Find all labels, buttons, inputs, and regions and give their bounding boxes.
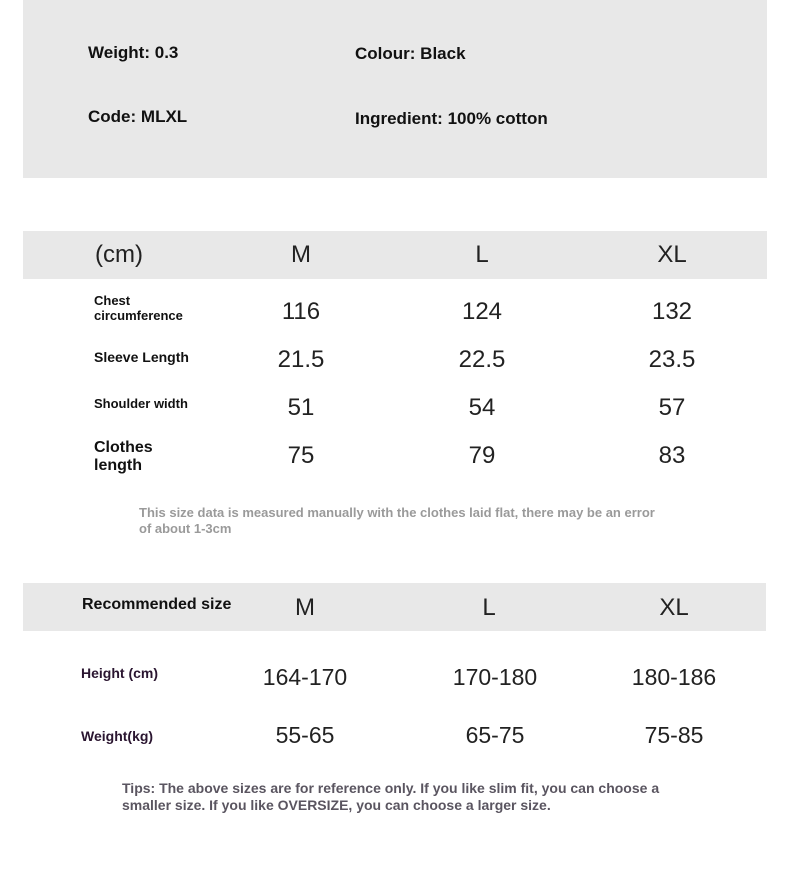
size-header-xl: XL xyxy=(657,241,687,268)
ingredient-info xyxy=(355,109,548,129)
weight-label: Weight: xyxy=(88,43,151,62)
code-info xyxy=(88,107,187,127)
unit-header: (cm) xyxy=(95,241,143,268)
colour-value: Black xyxy=(420,44,466,63)
measurement-note: This size data is measured manually with the clothes laid flat, there may be an error of about 1-3cm xyxy=(139,505,655,536)
table-cell: 164-170 xyxy=(262,664,348,690)
colour-info xyxy=(355,44,466,64)
ingredient-label: Ingredient: xyxy=(355,109,443,128)
table-cell: 124 xyxy=(461,298,503,325)
ingredient-value: 100% cotton xyxy=(447,109,548,128)
colour-label: Colour: xyxy=(355,44,416,63)
table-cell: 21.5 xyxy=(277,346,325,373)
shoulder-width-label: Shoulder width xyxy=(94,396,188,411)
table-cell: 23.5 xyxy=(648,346,696,373)
code-value: MLXL xyxy=(140,107,188,126)
size-tips: Tips: The above sizes are for reference only. If you like slim fit, you can choose a smaller size. If you like OVERSIZE, you can choose a larger size. xyxy=(122,780,660,813)
table-cell: 51 xyxy=(287,394,315,421)
recommend-header-l: L xyxy=(482,594,496,621)
table-cell: 65-75 xyxy=(465,722,525,748)
weight-kg-label: Weight(kg) xyxy=(81,728,154,744)
clothes-length-label: Clothes length xyxy=(94,439,153,475)
table-cell: 57 xyxy=(658,394,686,421)
table-cell: 22.5 xyxy=(458,346,506,373)
table-cell: 54 xyxy=(468,394,496,421)
recommended-size-header: Recommended size xyxy=(82,596,232,613)
table-cell: 132 xyxy=(651,298,693,325)
table-cell: 75-85 xyxy=(644,722,704,748)
size-header-m: M xyxy=(291,241,311,268)
table-cell: 170-180 xyxy=(452,664,538,690)
sleeve-length-label: Sleeve Length xyxy=(94,349,189,365)
recommend-header-m: M xyxy=(295,594,315,621)
code-label: Code: xyxy=(88,107,137,126)
table-cell: 79 xyxy=(468,442,496,469)
table-cell: 55-65 xyxy=(275,722,335,748)
product-info-panel xyxy=(23,0,767,178)
table-cell: 83 xyxy=(658,442,686,469)
table-cell: 116 xyxy=(281,298,321,325)
height-label: Height (cm) xyxy=(81,665,158,681)
size-header-l: L xyxy=(475,241,489,268)
table-cell: 75 xyxy=(287,442,315,469)
chest-circumference-label: Chest circumference xyxy=(94,293,183,323)
weight-info xyxy=(88,43,178,63)
weight-value: 0.3 xyxy=(154,43,179,62)
recommend-header-xl: XL xyxy=(659,594,689,621)
table-cell: 180-186 xyxy=(631,664,717,690)
